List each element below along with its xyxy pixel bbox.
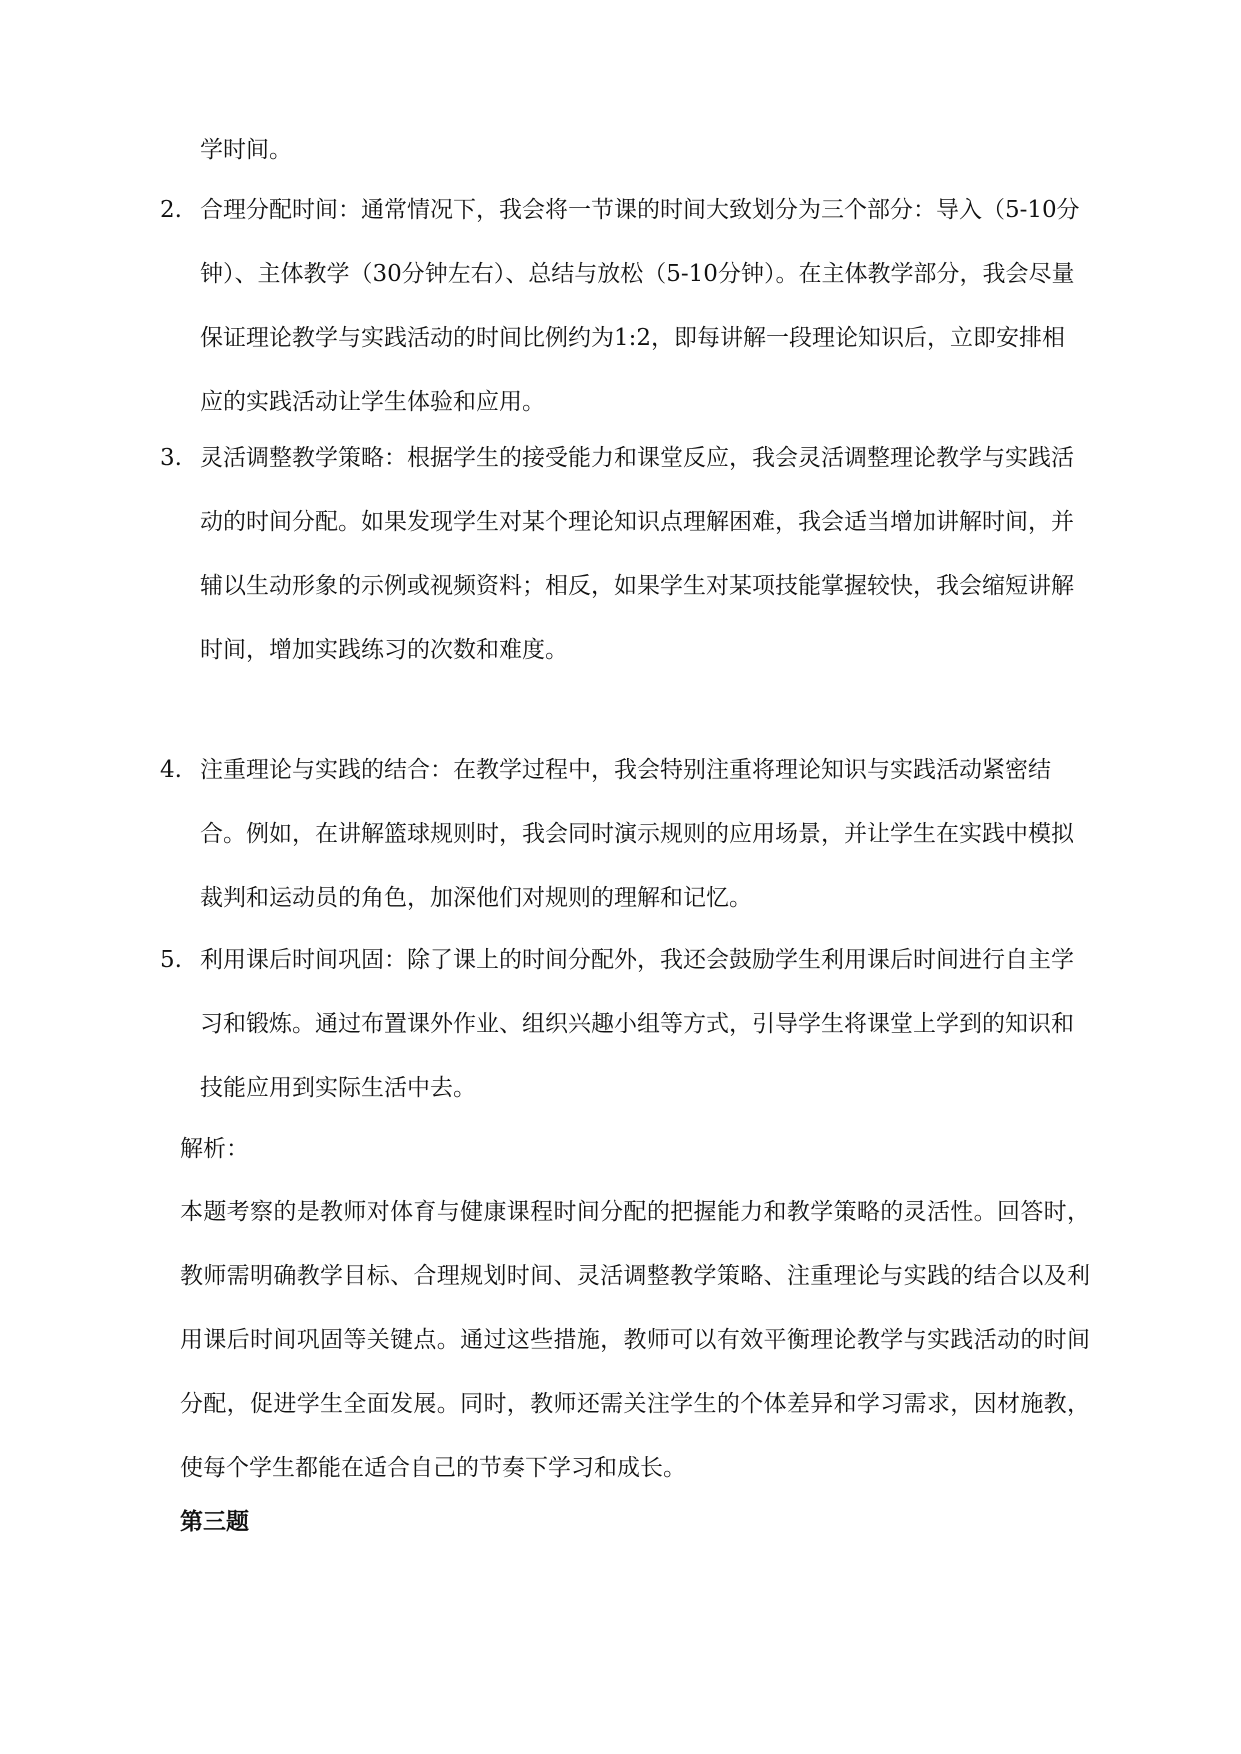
list-item-number: 4. [160,757,182,783]
list-item-number: 2. [160,197,182,223]
list-item-text: 利用课后时间巩固：除了课上的时间分配外，我还会鼓励学生利用课后时间进行自主学习和锻炼。通过布置课外作业、组织兴趣小组等方式，引导学生将课堂上学到的知识和技能应用到实际生活中去。 [200,947,1074,1101]
list-item-number: 3. [160,445,182,471]
list-item-text: 灵活调整教学策略：根据学生的接受能力和课堂反应，我会灵活调整理论教学与实践活动的时间分配。如果发现学生对某个理论知识点理解困难，我会适当增加讲解时间，并辅以生动形象的示例或视频资料；相反，如果学生对某项技能掌握较快，我会缩短讲解时间，增加实践练习的次数和难度。 [200,445,1074,663]
list-item-text: 合理分配时间：通常情况下，我会将一节课的时间大致划分为三个部分：导入（5-10分钟）、主体教学（30分钟左右）、总结与放松（5-10分钟）。在主体教学部分，我会尽量保证理论教学与实践活动的时间比例约为1:2，即每讲解一段理论知识后，立即安排相应的实践活动让学生体验和应用。 [200,197,1080,415]
list-item [160,178,1080,434]
analysis-text: 本题考察的是教师对体育与健康课程时间分配的把握能力和教学策略的灵活性。回答时，教师需明确教学目标、合理规划时间、灵活调整教学策略、注重理论与实践的结合以及利用课后时间巩固等关键点。通过这些措施，教师可以有效平衡理论教学与实践活动的时间分配，促进学生全面发展。同时，教师还需关注学生的个体差异和学习需求，因材施教，使每个学生都能在适合自己的节奏下学习和成长。 [180,1199,1090,1481]
list-item-text: 注重理论与实践的结合：在教学过程中，我会特别注重将理论知识与实践活动紧密结合。例如，在讲解篮球规则时，我会同时演示规则的应用场景，并让学生在实践中模拟裁判和运动员的角色，加深他们对规则的理解和记忆。 [200,757,1074,911]
list-item [160,738,1080,930]
list-item [160,426,1080,682]
list-item-number: 5. [160,947,182,973]
analysis-label: 解析： [180,1136,249,1162]
continuation-text: 学时间。 [200,137,292,163]
list-item [160,928,1080,1120]
section-heading: 第三题 [180,1508,249,1535]
